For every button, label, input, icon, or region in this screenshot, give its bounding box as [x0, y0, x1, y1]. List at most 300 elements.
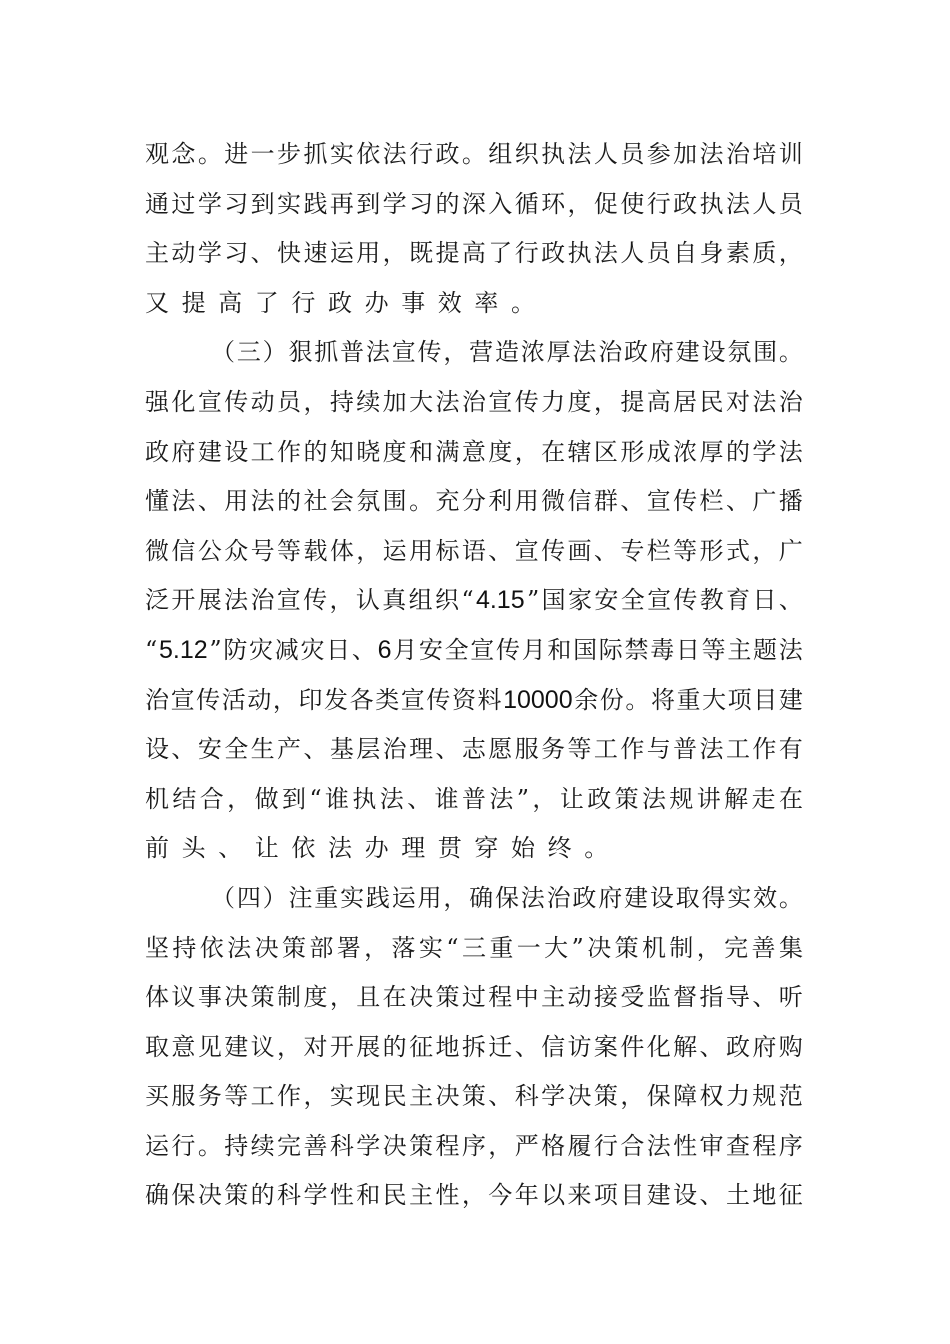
glyph: 法 — [379, 784, 404, 813]
glyph: 买 — [145, 1082, 169, 1111]
glyph: 了 — [488, 239, 513, 268]
glyph: 造 — [494, 338, 519, 367]
glyph: 围 — [753, 338, 778, 367]
glyph: 续 — [250, 1131, 275, 1160]
glyph: 法 — [520, 883, 545, 912]
glyph: 和 — [409, 437, 434, 466]
glyph: 。 — [625, 685, 650, 714]
glyph: 取 — [145, 1032, 169, 1061]
glyph: ， — [443, 883, 468, 912]
glyph: 治 — [778, 387, 803, 416]
glyph: 重 — [676, 685, 701, 714]
glyph: ， — [443, 338, 468, 367]
glyph: 织 — [434, 586, 459, 615]
glyph: 与 — [646, 735, 671, 764]
glyph: 听 — [778, 983, 803, 1012]
glyph: 行 — [593, 1131, 618, 1160]
glyph: 再 — [329, 189, 354, 218]
glyph: 服 — [171, 1082, 196, 1111]
glyph: 合 — [199, 784, 224, 813]
glyph: 工 — [250, 1082, 275, 1111]
glyph: 政 — [435, 140, 460, 168]
glyph: 一 — [250, 140, 275, 168]
glyph: 策 — [250, 983, 275, 1012]
glyph: 法 — [699, 140, 724, 168]
glyph: 安 — [418, 635, 443, 664]
glyph: 等 — [277, 536, 302, 565]
text-line — [145, 924, 803, 974]
glyph: 法 — [778, 635, 803, 664]
glyph: 层 — [356, 735, 381, 764]
glyph: 各 — [349, 685, 374, 714]
glyph: ， — [620, 1082, 645, 1111]
glyph: 作 — [277, 1082, 302, 1111]
glyph: 自 — [673, 239, 698, 268]
glyph: 质 — [752, 239, 777, 268]
glyph: 实 — [329, 1082, 354, 1111]
glyph: 。 — [197, 140, 222, 168]
glyph: 利 — [488, 487, 513, 516]
glyph: 防 — [223, 635, 248, 664]
glyph: 决 — [567, 1082, 592, 1111]
glyph: 厚 — [546, 338, 571, 367]
glyph: 员 — [620, 140, 645, 168]
glyph: 程 — [752, 1131, 777, 1160]
glyph: 迁 — [488, 1032, 513, 1061]
glyph: 传 — [495, 635, 520, 664]
glyph: 专 — [620, 536, 645, 565]
glyph: 安 — [197, 735, 222, 764]
glyph: （ — [211, 883, 235, 912]
glyph: 三 — [461, 933, 486, 962]
text-line — [145, 1171, 803, 1221]
glyph: 行 — [171, 1131, 196, 1160]
glyph: 习 — [409, 189, 434, 218]
glyph: 微 — [541, 487, 566, 516]
glyph: 决 — [224, 983, 249, 1012]
glyph: 土 — [725, 1181, 750, 1210]
glyph: 实 — [277, 189, 302, 218]
glyph: 和 — [547, 635, 572, 664]
glyph: 体 — [145, 983, 169, 1012]
glyph: 浓 — [520, 338, 545, 367]
glyph: 国 — [541, 586, 566, 615]
glyph: 结 — [172, 784, 197, 813]
glyph: 参 — [646, 140, 671, 168]
glyph: （ — [211, 338, 235, 367]
glyph: 政 — [145, 437, 169, 466]
text-line — [145, 775, 803, 825]
glyph: 善 — [751, 933, 776, 962]
glyph: 规 — [752, 1082, 777, 1111]
glyph: ， — [778, 239, 803, 268]
glyph: 广 — [778, 536, 803, 565]
glyph: 学 — [752, 437, 777, 466]
glyph: 策 — [281, 933, 306, 962]
glyph: 传 — [673, 487, 698, 516]
glyph: 全 — [620, 586, 645, 615]
glyph: 完 — [724, 933, 749, 962]
glyph: 居 — [673, 387, 698, 416]
glyph: 策 — [224, 1181, 249, 1210]
glyph: 人 — [752, 189, 777, 218]
glyph: 取 — [675, 883, 700, 912]
glyph: 策 — [614, 784, 639, 813]
glyph: 履 — [567, 1131, 592, 1160]
glyph: 培 — [752, 140, 777, 168]
glyph: 形 — [620, 437, 645, 466]
glyph: 日 — [326, 635, 351, 664]
glyph: ， — [356, 536, 381, 565]
glyph: 、 — [407, 784, 432, 813]
glyph: 得 — [701, 883, 726, 912]
glyph: 化 — [646, 1032, 671, 1061]
glyph: 决 — [254, 933, 279, 962]
glyph: 语 — [461, 536, 486, 565]
glyph: 抓 — [303, 140, 328, 168]
glyph: ， — [488, 1131, 513, 1160]
glyph: 解 — [673, 1032, 698, 1061]
glyph: “ — [461, 586, 474, 615]
glyph: ， — [752, 536, 777, 565]
glyph: 法 — [752, 387, 777, 416]
paragraph-section-4 — [145, 874, 803, 1221]
glyph: 年 — [514, 1181, 539, 1210]
glyph: 接 — [593, 983, 618, 1012]
glyph: ， — [329, 586, 354, 615]
glyph: 人 — [620, 239, 645, 268]
glyph: 讲 — [696, 784, 721, 813]
glyph: “ — [145, 635, 158, 664]
glyph: 度 — [382, 437, 407, 466]
glyph: 素 — [725, 239, 750, 268]
glyph: 治 — [598, 338, 623, 367]
text-line — [145, 973, 803, 1023]
glyph: 法 — [435, 387, 460, 416]
glyph: ， — [461, 1181, 486, 1210]
glyph: 用 — [224, 487, 249, 516]
glyph: 加 — [382, 387, 407, 416]
glyph: 治 — [145, 685, 169, 714]
glyph: 标 — [435, 536, 460, 565]
glyph: 度 — [567, 387, 592, 416]
glyph: 活 — [221, 685, 246, 714]
glyph: 现 — [356, 1082, 381, 1111]
glyph: 科 — [329, 1131, 354, 1160]
glyph: 循 — [514, 189, 539, 218]
glyph: 普 — [340, 338, 365, 367]
glyph: 件 — [620, 1032, 645, 1061]
glyph: 程 — [435, 1131, 460, 1160]
glyph: 践 — [365, 883, 390, 912]
glyph: 浓 — [673, 437, 698, 466]
glyph: 、 — [514, 1032, 539, 1061]
glyph: 传 — [541, 536, 566, 565]
glyph: 的 — [303, 437, 328, 466]
glyph: 民 — [699, 387, 724, 416]
glyph: 指 — [699, 983, 724, 1012]
glyph: 泛 — [145, 586, 169, 615]
glyph: 三 — [236, 338, 261, 367]
glyph: 善 — [303, 1131, 328, 1160]
glyph: 在 — [778, 784, 803, 813]
glyph: 设 — [701, 338, 726, 367]
glyph: 效 — [753, 883, 778, 912]
glyph: 类 — [375, 685, 400, 714]
glyph: 。 — [409, 487, 434, 516]
glyph: 训 — [778, 140, 803, 168]
glyph: 解 — [724, 784, 749, 813]
glyph: 民 — [382, 1181, 407, 1210]
glyph: 、 — [488, 536, 513, 565]
glyph: 法 — [382, 140, 407, 168]
text-line: 又提高了行政办事效率。 — [145, 288, 548, 317]
text-line — [145, 576, 803, 626]
glyph: 、 — [435, 735, 460, 764]
glyph: 环 — [541, 189, 566, 218]
glyph: 主 — [145, 239, 169, 268]
glyph: 导 — [725, 983, 750, 1012]
glyph: 设 — [224, 437, 249, 466]
glyph: 依 — [199, 933, 224, 962]
glyph: 料 — [477, 685, 502, 714]
glyph: 、 — [778, 586, 803, 615]
paragraph-continuation — [145, 130, 803, 328]
glyph: 、 — [699, 1181, 724, 1210]
glyph: 行 — [409, 140, 434, 168]
text-line — [145, 1023, 803, 1073]
glyph: 策 — [435, 983, 460, 1012]
glyph: 。 — [778, 338, 803, 367]
glyph: 动 — [247, 685, 272, 714]
glyph: 提 — [620, 387, 645, 416]
glyph: 策 — [593, 1082, 618, 1111]
paragraph-section-3 — [145, 328, 803, 874]
glyph: 真 — [382, 586, 407, 615]
glyph: 工 — [725, 735, 750, 764]
glyph: 组 — [408, 586, 433, 615]
glyph: 议 — [250, 1032, 275, 1061]
glyph: 人 — [593, 140, 618, 168]
glyph: 政 — [624, 338, 648, 367]
glyph: 民 — [382, 1082, 407, 1111]
glyph: 以 — [541, 1181, 566, 1210]
glyph: ， — [329, 983, 354, 1012]
glyph: 实 — [329, 140, 354, 168]
glyph: 重 — [489, 933, 514, 962]
glyph: 生 — [250, 735, 275, 764]
glyph: 治 — [725, 140, 750, 168]
glyph: 集 — [778, 933, 803, 962]
glyph: 、 — [488, 1082, 513, 1111]
glyph: 执 — [567, 239, 592, 268]
glyph: 员 — [646, 239, 671, 268]
glyph: 决 — [197, 1181, 222, 1210]
glyph: 式 — [725, 536, 750, 565]
glyph: 减 — [274, 635, 299, 664]
glyph: 完 — [277, 1131, 302, 1160]
text-line — [145, 180, 803, 230]
glyph: 做 — [254, 784, 279, 813]
glyph: 工 — [593, 735, 618, 764]
glyph: 抓 — [314, 338, 339, 367]
glyph: 府 — [649, 338, 674, 367]
glyph: 部 — [309, 933, 334, 962]
glyph: 对 — [725, 387, 750, 416]
glyph: 一 — [516, 933, 541, 962]
glyph: 过 — [171, 189, 196, 218]
glyph: 设 — [145, 735, 169, 764]
glyph: 法 — [699, 735, 724, 764]
glyph: 区 — [593, 437, 618, 466]
glyph: 。 — [461, 140, 486, 168]
glyph: 用 — [356, 239, 381, 268]
glyph: 使 — [620, 189, 645, 218]
glyph: 满 — [435, 437, 460, 466]
glyph: 中 — [514, 983, 539, 1012]
document-body — [145, 130, 803, 1221]
glyph: 传 — [303, 586, 328, 615]
glyph: 、 — [593, 536, 618, 565]
glyph: 续 — [356, 387, 381, 416]
glyph: 府 — [752, 1032, 777, 1061]
glyph: 执 — [541, 140, 566, 168]
glyph: 审 — [699, 1131, 724, 1160]
glyph: 政 — [673, 189, 698, 218]
glyph: 作 — [277, 437, 302, 466]
glyph: 策 — [461, 1082, 486, 1111]
glyph: 和 — [356, 1181, 381, 1210]
glyph: 氛 — [727, 338, 752, 367]
glyph: 访 — [567, 1032, 592, 1061]
glyph: 将 — [650, 685, 675, 714]
glyph: 形 — [699, 536, 724, 565]
glyph: 等 — [701, 635, 726, 664]
glyph: 栏 — [646, 536, 671, 565]
text-line — [145, 527, 803, 577]
glyph: 、 — [725, 487, 750, 516]
glyph: 建 — [224, 1032, 249, 1061]
glyph: 身 — [699, 239, 724, 268]
glyph: 动 — [171, 239, 196, 268]
glyph: 治 — [461, 387, 486, 416]
glyph: 合 — [620, 1131, 645, 1160]
glyph: 署 — [336, 933, 361, 962]
glyph: 开 — [329, 1032, 354, 1061]
text-line — [145, 626, 803, 676]
glyph: 展 — [356, 1032, 381, 1061]
glyph: 政 — [541, 239, 566, 268]
glyph: 法 — [489, 784, 514, 813]
glyph: 愿 — [488, 735, 513, 764]
glyph: 化 — [171, 387, 196, 416]
glyph: 宣 — [391, 338, 416, 367]
glyph: 让 — [559, 784, 584, 813]
glyph: 产 — [277, 735, 302, 764]
glyph: ” — [209, 635, 222, 664]
number-text: 10000 — [503, 685, 573, 714]
glyph: 法 — [365, 338, 390, 367]
glyph: 、 — [351, 635, 376, 664]
glyph: ） — [262, 338, 287, 367]
glyph: 日 — [675, 635, 700, 664]
glyph: 信 — [171, 536, 196, 565]
glyph: 宣 — [197, 387, 222, 416]
glyph: 机 — [641, 933, 666, 962]
glyph: 保 — [494, 883, 519, 912]
glyph: 确 — [469, 883, 494, 912]
glyph: 织 — [514, 140, 539, 168]
glyph: 运 — [145, 1131, 169, 1160]
glyph: 法 — [567, 140, 592, 168]
glyph: 传 — [426, 685, 451, 714]
glyph: 行 — [646, 189, 671, 218]
glyph: 家 — [567, 586, 592, 615]
glyph: 法 — [572, 338, 597, 367]
glyph: 发 — [324, 685, 349, 714]
glyph: 题 — [753, 635, 778, 664]
glyph: 灾 — [300, 635, 325, 664]
glyph: 深 — [461, 189, 486, 218]
glyph: 速 — [303, 239, 328, 268]
glyph: 决 — [409, 983, 434, 1012]
glyph: 宣 — [276, 586, 301, 615]
glyph: 务 — [541, 735, 566, 764]
glyph: 用 — [409, 536, 434, 565]
glyph: 大 — [544, 933, 569, 962]
glyph: 余 — [574, 685, 599, 714]
glyph: 持 — [172, 933, 197, 962]
glyph: ， — [303, 1082, 328, 1111]
glyph: 广 — [752, 487, 777, 516]
glyph: 法 — [171, 487, 196, 516]
glyph: 观 — [145, 140, 169, 168]
glyph: 、 — [303, 735, 328, 764]
glyph: 高 — [646, 387, 671, 416]
glyph: ， — [277, 1032, 302, 1061]
glyph: 议 — [171, 983, 196, 1012]
glyph: 建 — [778, 685, 803, 714]
glyph: 学 — [303, 1181, 328, 1210]
glyph: 、 — [197, 487, 222, 516]
glyph: 传 — [224, 387, 249, 416]
number-text: 6 — [377, 635, 392, 664]
glyph: 信 — [567, 487, 592, 516]
glyph: 走 — [751, 784, 776, 813]
glyph: 运 — [329, 239, 354, 268]
glyph: 、 — [620, 487, 645, 516]
glyph: 过 — [461, 983, 486, 1012]
glyph: ） — [262, 883, 287, 912]
glyph: 辖 — [567, 437, 592, 466]
glyph: 、 — [171, 735, 196, 764]
glyph: 育 — [726, 586, 751, 615]
glyph: 执 — [352, 784, 377, 813]
glyph: 宣 — [646, 487, 671, 516]
glyph: 建 — [197, 437, 222, 466]
glyph: 入 — [488, 189, 513, 218]
glyph: 学 — [541, 1082, 566, 1111]
glyph: 今 — [488, 1181, 513, 1210]
glyph: 运 — [382, 536, 407, 565]
glyph: 坚 — [145, 933, 169, 962]
glyph: 设 — [649, 883, 674, 912]
glyph: 念 — [171, 140, 196, 168]
glyph: 认 — [355, 586, 380, 615]
glyph: 权 — [699, 1082, 724, 1111]
glyph: 大 — [702, 685, 727, 714]
text-line — [145, 676, 803, 726]
